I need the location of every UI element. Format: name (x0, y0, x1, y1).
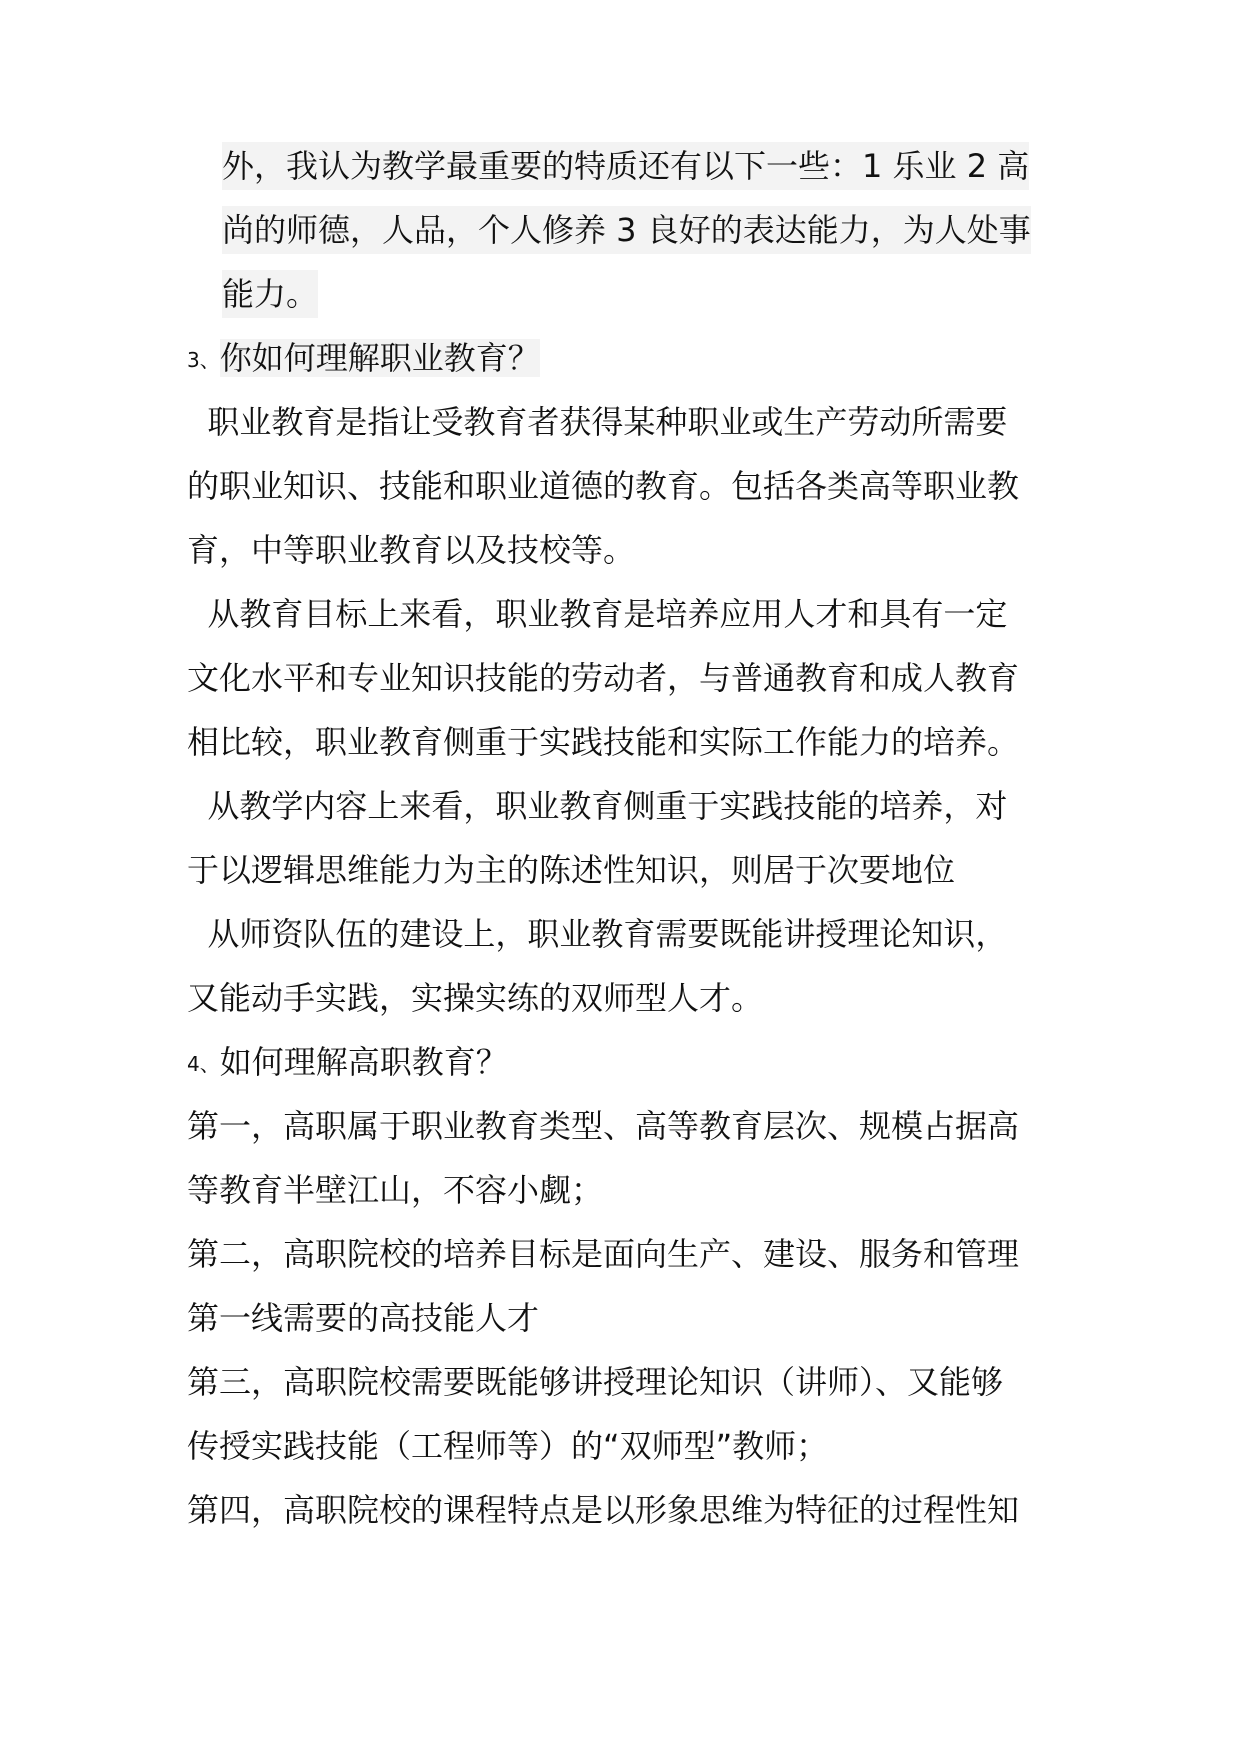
q4-question: 如何理解高职教育？ (219, 1043, 508, 1081)
intro-line-1: 外，我认为教学最重要的特质还有以下一些：1 乐业 2 高 (222, 142, 1029, 190)
q3-line-3: 育，中等职业教育以及技校等。 (187, 531, 636, 569)
q4-heading (187, 1038, 508, 1086)
q3-heading (187, 334, 540, 382)
q3-line-4: 从教育目标上来看，职业教育是培养应用人才和具有一定 (187, 595, 1008, 633)
q4-number: 4、 (187, 1052, 220, 1076)
q4-line-1: 第一，高职属于职业教育类型、高等教育层次、规模占据高 (187, 1107, 1020, 1145)
q4-line-3: 第二，高职院校的培养目标是面向生产、建设、服务和管理 (187, 1235, 1020, 1273)
q3-line-9: 从师资队伍的建设上，职业教育需要既能讲授理论知识， (187, 915, 1008, 953)
q4-line-2: 等教育半壁江山，不容小觑； (187, 1171, 604, 1209)
q3-line-8: 于以逻辑思维能力为主的陈述性知识，则居于次要地位 (187, 851, 956, 889)
q3-line-10: 又能动手实践，实操实练的双师型人才。 (187, 979, 764, 1017)
q4-line-7: 第四，高职院校的课程特点是以形象思维为特征的过程性知 (187, 1491, 1020, 1529)
q4-line-5: 第三，高职院校需要既能够讲授理论知识（讲师）、又能够 (187, 1363, 1004, 1401)
q3-line-7: 从教学内容上来看，职业教育侧重于实践技能的培养，对 (187, 787, 1008, 825)
q3-line-5: 文化水平和专业知识技能的劳动者，与普通教育和成人教育 (187, 659, 1020, 697)
q3-number: 3、 (187, 348, 220, 372)
q3-line-2: 的职业知识、技能和职业道德的教育。包括各类高等职业教 (187, 467, 1020, 505)
intro-line-3: 能力。 (222, 270, 318, 318)
q3-line-6: 相比较，职业教育侧重于实践技能和实际工作能力的培养。 (187, 723, 1020, 761)
q4-line-6: 传授实践技能（工程师等）的“双师型”教师； (187, 1427, 829, 1465)
intro-line-2: 尚的师德，人品，个人修养 3 良好的表达能力，为人处事 (222, 206, 1031, 254)
q3-question: 你如何理解职业教育？ (219, 339, 540, 377)
q3-line-1: 职业教育是指让受教育者获得某种职业或生产劳动所需要 (187, 403, 1008, 441)
q4-line-4: 第一线需要的高技能人才 (187, 1299, 540, 1337)
